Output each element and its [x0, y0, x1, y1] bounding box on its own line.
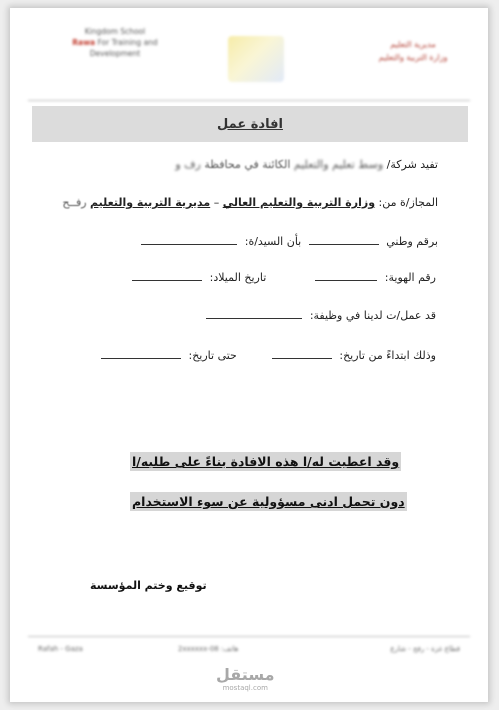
letterhead-line1: Kingdom School: [84, 27, 146, 36]
mr-label: بأن السيد/ة:: [244, 235, 302, 248]
national-id-label: برقم وطني: [386, 235, 438, 248]
ministry-name: وزارة التربية والتعليم العالي: [222, 196, 376, 209]
birth-date-field[interactable]: [132, 270, 202, 281]
footer-location: Rafah - Gaza: [38, 645, 83, 653]
id-label: رقم الهوية:: [384, 271, 436, 284]
document-title: افادة عمل: [217, 116, 283, 132]
letterhead-line2: For Training and: [97, 38, 158, 47]
letterhead-right-line1: مديرية التعليم: [390, 40, 436, 49]
letterhead: [10, 8, 488, 106]
letterhead-english-block: [30, 26, 200, 59]
watermark-arabic: مستقل: [216, 665, 275, 684]
company-prefix: تفيد شركة/: [386, 158, 438, 171]
job-line: [202, 308, 436, 322]
to-date-field[interactable]: [101, 348, 181, 359]
company-line: [175, 158, 438, 171]
job-label: قد عمل/ت لدينا في وظيفة:: [309, 309, 436, 322]
letterhead-right-line2: وزارة التربية والتعليم: [378, 53, 448, 62]
statement-line1: وقد اعطيت له/ا هذه الافادة بناءً على طلبه/ا: [132, 454, 400, 469]
company-tail-blurred: رف و: [175, 158, 201, 171]
birth-date-label: تاريخ الميلاد:: [209, 271, 267, 284]
directorate-tail: رفــح: [62, 196, 87, 209]
letterhead-arabic-block: [358, 38, 468, 64]
watermark: [216, 666, 275, 692]
id-birth-line: [128, 270, 436, 284]
job-title-field[interactable]: [206, 308, 302, 319]
national-id-field[interactable]: [309, 234, 379, 245]
to-date-label: حتى تاريخ:: [188, 349, 237, 362]
dash: –: [213, 196, 220, 209]
name-field[interactable]: [141, 234, 237, 245]
footer-phone: هاتف: 08-2xxxxxx: [178, 645, 239, 653]
from-date-field[interactable]: [272, 348, 332, 359]
from-date-label: وذلك ابتداءً من تاريخ:: [339, 349, 436, 362]
national-id-line: [137, 234, 438, 248]
company-suffix-blurred: الكائنة في محافظة: [204, 158, 291, 171]
licensing-line: [62, 196, 438, 209]
title-bar: [32, 106, 468, 142]
watermark-url: mostaql.com: [222, 684, 268, 692]
institution-logo: [228, 36, 284, 82]
id-number-field[interactable]: [315, 270, 377, 281]
company-name: وسط تعليم والتعليم: [293, 158, 384, 171]
directorate-name: مديرية التربية والتعليم: [90, 196, 211, 209]
signature-label: توقيع وختم المؤسسة: [90, 579, 207, 592]
letterhead-line3: Development: [89, 49, 141, 58]
licensed-prefix: المجاز/ة من:: [378, 196, 438, 209]
letterhead-divider: [28, 100, 470, 101]
document-page: [10, 8, 488, 702]
footer-address: قطاع غزة - رفح - شارع: [390, 645, 460, 653]
period-line: [97, 348, 436, 362]
letterhead-brand: Rawa: [72, 38, 96, 47]
statement-line2: دون تحمل ادنى مسؤولية عن سوء الاستخدام: [132, 494, 405, 509]
